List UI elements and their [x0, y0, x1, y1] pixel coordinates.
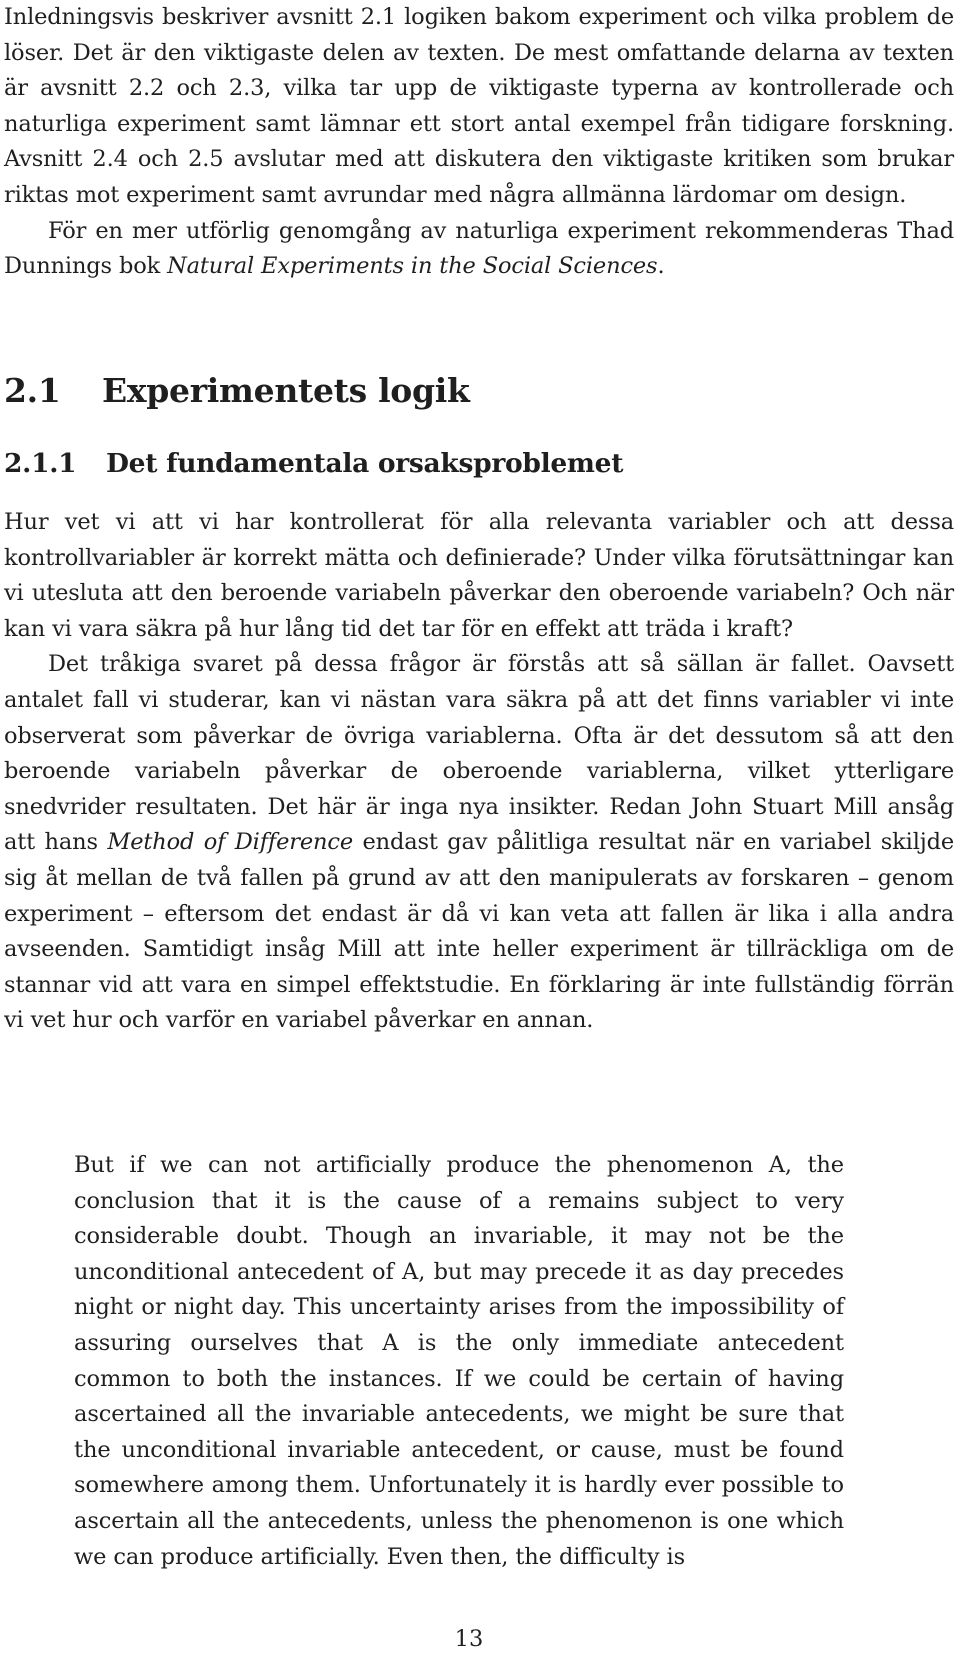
- body-paragraph-1: [4, 505, 954, 647]
- intro-paragraph-1-text: Inledningsvis beskriver avsnitt 2.1 logiken bakom experiment och vilka problem de löser. Det är den viktigaste delen av texten. De mest omfattande delarna av texten är avsnitt 2.2 och 2.3, vilka tar upp de viktigaste typerna av kontrollerade och naturliga experiment samt lämnar ett stort antal exempel från tidigare forskning. Avsnitt 2.4 och 2.5 avslutar med att diskutera den viktigaste kritiken som brukar riktas mot experiment samt avrundar med några allmänna lärdomar om design.: [4, 4, 954, 208]
- quote-text: But if we can not artificially produce the phenomenon A, the conclusion that it is the cause of a remains subject to very considerable doubt. Though an invariable, it may not be the unconditional antecedent of A, but may precede it as day precedes night or night day. This uncertainty arises from the impossibility of assuring ourselves that A is the only immediate antecedent common to both the instances. If we could be certain of having ascertained all the invariable antecedents, we might be sure that the unconditional invariable antecedent, or cause, must be found somewhere among them. Unfortunately it is hardly ever possible to ascertain all the antecedents, unless the phenomenon is one which we can produce artificially. Even then, the difficulty is: [74, 1152, 844, 1570]
- section-heading: [4, 371, 954, 411]
- book-title: Natural Experiments in the Social Sciences: [167, 253, 658, 280]
- mill-quote: [74, 1148, 844, 1575]
- body-paragraph-2-end: endast gav pålitliga resultat när en variabel skiljde sig åt mellan de två fallen på grund av att den manipulerats av forskaren – genom experiment – eftersom det endast är då vi kan veta att fallen är lika i alla andra avseenden. Samtidigt insåg Mill att inte heller experiment är tillräckliga om de stannar vid att vara en simpel effektstudie. En förklaring är inte fullständig förrän vi vet hur och varför en variabel påverkar en annan.: [4, 829, 954, 1034]
- intro-paragraph-2-text: För en mer utförlig genomgång av naturliga experiment rekommenderas Thad Dunnings bok: [4, 217, 954, 280]
- subsection-title: Det fundamentala orsaksproblemet: [106, 448, 624, 479]
- body-paragraph-2: [4, 647, 954, 1039]
- body-paragraph-2-text: Det tråkiga svaret på dessa frågor är förstås att så sällan är fallet. Oavsett antalet fall vi studerar, kan vi nästan vara säkra på att det finns variabler vi inte observerat som påverkar de övriga variablerna. Ofta är det dessutom så att den beroende variabeln påverkar de oberoende variablerna, vilket ytterligare snedvrider resultaten. Det här är inga nya insikter. Redan John Stuart Mill ansåg att hans: [4, 651, 954, 856]
- intro-paragraph-2: [4, 214, 954, 285]
- subsection-number: 2.1.1: [4, 448, 77, 479]
- subsection-heading: [4, 447, 954, 481]
- intro-section: [4, 0, 954, 285]
- intro-paragraph-2-end: .: [657, 253, 665, 280]
- section-number: 2.1: [4, 371, 61, 410]
- body-section: [4, 505, 954, 1039]
- body-paragraph-1-text: Hur vet vi att vi har kontrollerat för alla relevanta variabler och att dessa kontrollvariabler är korrekt mätta och definierade? Under vilka förutsättningar kan vi utesluta att den beroende variabeln påverkar den oberoende variabeln? Och när kan vi vara säkra på hur lång tid det tar för en effekt att träda i kraft?: [4, 509, 954, 642]
- section-title: Experimentets logik: [102, 371, 470, 410]
- method-title: Method of Difference: [107, 829, 353, 856]
- page-number: 13: [454, 1626, 484, 1652]
- intro-paragraph-1: [4, 0, 954, 214]
